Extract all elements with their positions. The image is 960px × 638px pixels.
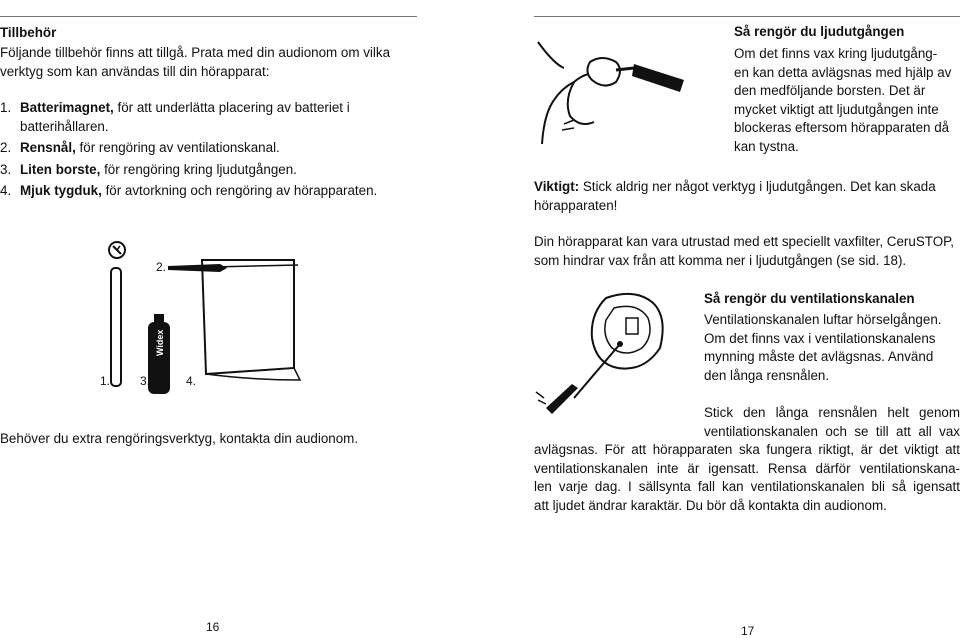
important-warning: Viktigt: Stick aldrig ner något verktyg i ljudutgången. Det kan skada hörapparaten! [534, 179, 936, 213]
battery-magnet-icon [109, 242, 125, 386]
cleaning-wire-icon [168, 264, 298, 272]
figure-label-3: 3. [140, 374, 151, 388]
figure-label-1: 1. [100, 374, 111, 388]
sound-outlet-heading: Så rengör du ljudutgången [734, 24, 905, 39]
right-page [480, 0, 960, 638]
vent-heading: Så rengör du ventilationskanalen [704, 291, 915, 306]
list-item: 3. Liten borste, för rengöring kring ljudutgången. [0, 161, 297, 177]
vent-text: Ventilationskanalen luftar hörselgången. Om det finns vax i ventilationskanalens mynning måste det avlägsnas. Använd den långa rensnålen. [704, 312, 942, 383]
vent-paragraph-full: avlägsnas. För att hörapparaten ska fungera riktigt, är det viktigt att ventilationskanalen inte är igensatt. Rensa därför ventilationskana- len varje dag. I sällsynta fall kan ventilationskanalen bli så igensatt att ljudet ändrar karaktär. Du bör då kontakta din audionom. [534, 442, 960, 513]
accessories-intro: Följande tillbehör finns att tillgå. Prata med din audionom om vilka verktyg som kan användas till din hörapparat: [0, 45, 391, 79]
figure-label-2: 2. [156, 260, 167, 274]
list-item: 4. Mjuk tygduk, för avtorkning och rengöring av hörapparaten. [0, 183, 378, 199]
brush-cleaning-illustration [534, 24, 694, 152]
top-rule [0, 16, 417, 17]
accessories-heading: Tillbehör [0, 25, 57, 40]
cerustop-note: Din hörapparat kan vara utrustad med ett speciellt vaxfilter, CeruSTOP, som hindrar vax från att komma ner i ljudutgången (se sid. 18). [534, 234, 955, 268]
vent-paragraph-indented: Stick den långa rensnålen helt genom ventilationskanalen och se till att all vax [704, 405, 960, 439]
page-number: 17 [741, 624, 755, 638]
brush-brand-label: Widex [155, 329, 165, 356]
accessory-list [0, 99, 415, 201]
top-rule [534, 16, 960, 17]
cloth-icon [202, 260, 300, 380]
list-item: 2. Rensnål, för rengöring av ventilationskanal. [0, 140, 280, 156]
vent-cleaning-illustration [534, 288, 694, 418]
sound-outlet-text: Om det finns vax kring ljudutgång- en kan detta avlägsnas med hjälp av den medföljande borsten. Det är mycket viktigt att ljudutgången inte blockeras eftersom hörapparaten då kan tystna. [734, 46, 952, 154]
list-item: 1. Batterimagnet, för att underlätta placering av batteriet i batterihållaren. [0, 100, 350, 134]
accessories-illustration [82, 230, 312, 400]
figure-label-4: 4. [186, 374, 197, 388]
extra-tools-note: Behöver du extra rengöringsverktyg, kontakta din audionom. [0, 431, 359, 446]
page-number: 16 [206, 620, 220, 634]
